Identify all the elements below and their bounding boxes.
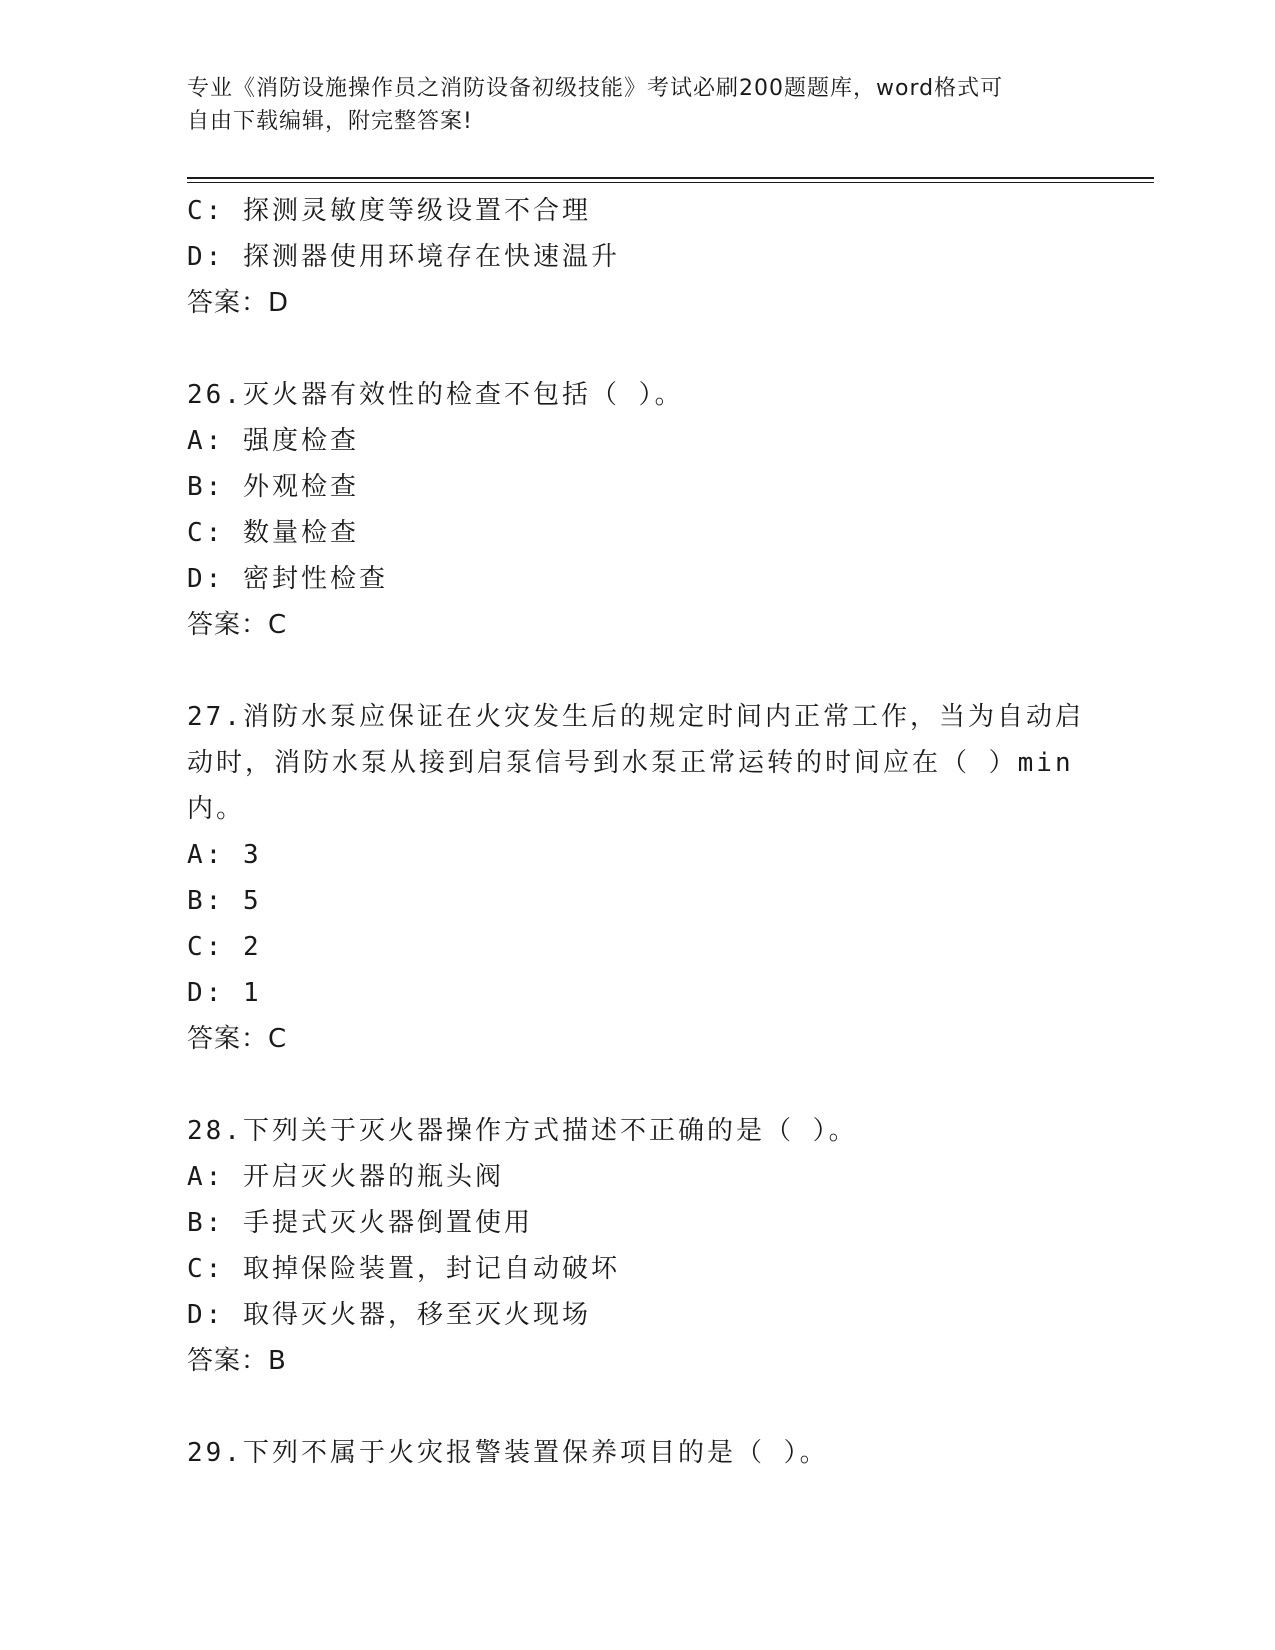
page-header: [187, 72, 1087, 138]
q28-option-c: C: 取掉保险装置，封记自动破坏: [187, 1254, 620, 1284]
spacer: [187, 326, 1087, 372]
q27-option-d: D: 1: [187, 978, 262, 1008]
q27-stem-line-2: 动时，消防水泵从接到启泵信号到水泵正常运转的时间应在（ ）min: [187, 748, 1074, 778]
header-rule-thick: [187, 177, 1154, 179]
q26-option-a: A: 强度检查: [187, 426, 359, 456]
prev-option-c: C: 探测灵敏度等级设置不合理: [187, 196, 591, 226]
q27-option-c: C: 2: [187, 932, 262, 962]
prev-answer: 答案：D: [187, 288, 290, 318]
prev-option-d: D: 探测器使用环境存在快速温升: [187, 242, 620, 272]
q26-option-b: B: 外观检查: [187, 472, 359, 502]
q29-stem: 29.下列不属于火灾报警装置保养项目的是（ ）。: [187, 1438, 829, 1468]
q26-option-c: C: 数量检查: [187, 518, 359, 548]
header-line-2: 自由下载编辑，附完整答案!: [187, 109, 473, 134]
spacer: [187, 648, 1087, 694]
q28-option-b: B: 手提式灭火器倒置使用: [187, 1208, 533, 1238]
q27-answer: 答案：C: [187, 1024, 288, 1054]
header-line-1: 专业《消防设施操作员之消防设备初级技能》考试必刷200题题库，word格式可: [187, 76, 1004, 101]
header-rule-thin: [187, 182, 1154, 183]
q28-option-d: D: 取得灭火器，移至灭火现场: [187, 1300, 591, 1330]
q28-stem: 28.下列关于灭火器操作方式描述不正确的是（ ）。: [187, 1116, 858, 1146]
q28-option-a: A: 开启灭火器的瓶头阀: [187, 1162, 504, 1192]
q27-option-a: A: 3: [187, 840, 262, 870]
q28-answer: 答案：B: [187, 1346, 287, 1376]
q27-stem-line-3: 内。: [187, 794, 246, 824]
spacer: [187, 1384, 1087, 1430]
q27-option-b: B: 5: [187, 886, 262, 916]
q27-stem-line-1: 27.消防水泵应保证在火灾发生后的规定时间内正常工作，当为自动启: [187, 702, 1084, 732]
question-content: [187, 188, 1087, 1476]
q26-option-d: D: 密封性检查: [187, 564, 388, 594]
q26-stem: 26.灭火器有效性的检查不包括（ ）。: [187, 380, 684, 410]
q26-answer: 答案：C: [187, 610, 288, 640]
spacer: [187, 1062, 1087, 1108]
